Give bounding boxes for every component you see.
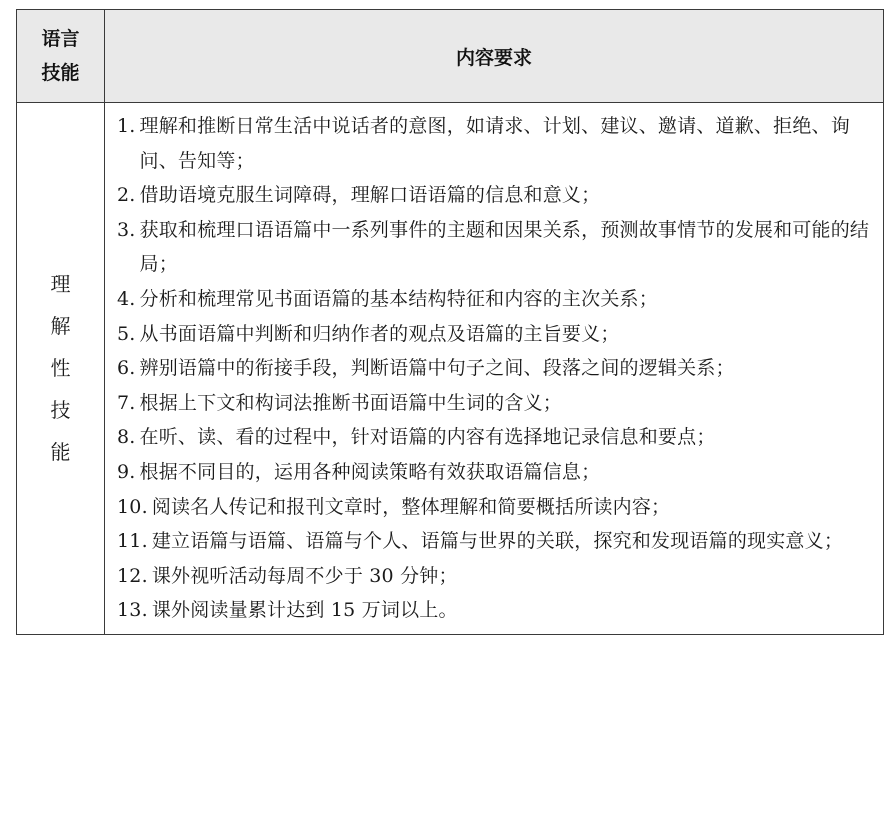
header-skill-line2: 技能 bbox=[41, 62, 80, 84]
item-text: 理解和推断日常生活中说话者的意图，如请求、计划、建议、邀请、道歉、拒绝、询问、告知等； bbox=[139, 115, 850, 172]
skills-requirements-table bbox=[16, 9, 884, 635]
list-item bbox=[117, 386, 879, 421]
skill-name-cell bbox=[17, 103, 105, 635]
item-text: 课外视听活动每周不少于 30 分钟； bbox=[151, 564, 458, 587]
item-text: 课外阅读量累计达到 15 万词以上。 bbox=[151, 599, 458, 622]
item-number: 10. bbox=[117, 495, 148, 518]
item-number: 4. bbox=[117, 287, 136, 310]
item-number: 7. bbox=[117, 391, 136, 414]
item-number: 5. bbox=[117, 322, 136, 345]
item-number: 6. bbox=[117, 357, 136, 380]
item-number: 3. bbox=[117, 218, 136, 241]
skill-char: 能 bbox=[50, 440, 71, 465]
skill-char: 性 bbox=[50, 356, 71, 381]
table-row bbox=[17, 103, 884, 635]
list-item bbox=[117, 455, 879, 490]
item-text: 借助语境克服生词障碍，理解口语语篇的信息和意义； bbox=[139, 184, 601, 207]
item-text: 根据不同目的，运用各种阅读策略有效获取语篇信息； bbox=[139, 460, 601, 483]
item-text: 建立语篇与语篇、语篇与个人、语篇与世界的关联，探究和发现语篇的现实意义； bbox=[151, 530, 844, 553]
requirements-cell bbox=[105, 103, 884, 635]
item-text: 根据上下文和构词法推断书面语篇中生词的含义； bbox=[139, 391, 562, 414]
item-number: 8. bbox=[117, 426, 136, 449]
item-text: 分析和梳理常见书面语篇的基本结构特征和内容的主次关系； bbox=[139, 287, 658, 310]
item-number: 11. bbox=[117, 530, 148, 553]
list-item bbox=[117, 351, 879, 386]
item-number: 2. bbox=[117, 184, 136, 207]
skill-char: 理 bbox=[50, 272, 71, 297]
list-item bbox=[117, 593, 879, 628]
list-item bbox=[117, 282, 879, 317]
list-item bbox=[117, 559, 879, 594]
item-text: 从书面语篇中判断和归纳作者的观点及语篇的主旨要义； bbox=[139, 322, 620, 345]
item-text: 获取和梳理口语语篇中一系列事件的主题和因果关系，预测故事情节的发展和可能的结局； bbox=[139, 218, 870, 276]
list-item bbox=[117, 420, 879, 455]
item-number: 9. bbox=[117, 460, 136, 483]
skill-char: 解 bbox=[50, 314, 71, 339]
skill-char: 技 bbox=[50, 398, 71, 423]
item-number: 12. bbox=[117, 564, 148, 587]
table-header-row bbox=[17, 10, 884, 103]
item-number: 13. bbox=[117, 599, 148, 622]
header-skill-line1: 语言 bbox=[41, 28, 80, 50]
header-content-requirements: 内容要求 bbox=[105, 10, 884, 103]
list-item bbox=[117, 178, 879, 213]
header-language-skill bbox=[17, 10, 105, 103]
list-item bbox=[117, 524, 879, 559]
item-number: 1. bbox=[117, 115, 136, 137]
item-text: 辨别语篇中的衔接手段，判断语篇中句子之间、段落之间的逻辑关系； bbox=[139, 357, 735, 380]
item-text: 阅读名人传记和报刊文章时，整体理解和简要概括所读内容； bbox=[151, 495, 671, 518]
list-item bbox=[117, 213, 879, 282]
list-item bbox=[117, 490, 879, 525]
requirements-list bbox=[117, 109, 879, 628]
list-item bbox=[117, 109, 879, 178]
list-item bbox=[117, 317, 879, 352]
item-text: 在听、读、看的过程中，针对语篇的内容有选择地记录信息和要点； bbox=[139, 426, 716, 449]
